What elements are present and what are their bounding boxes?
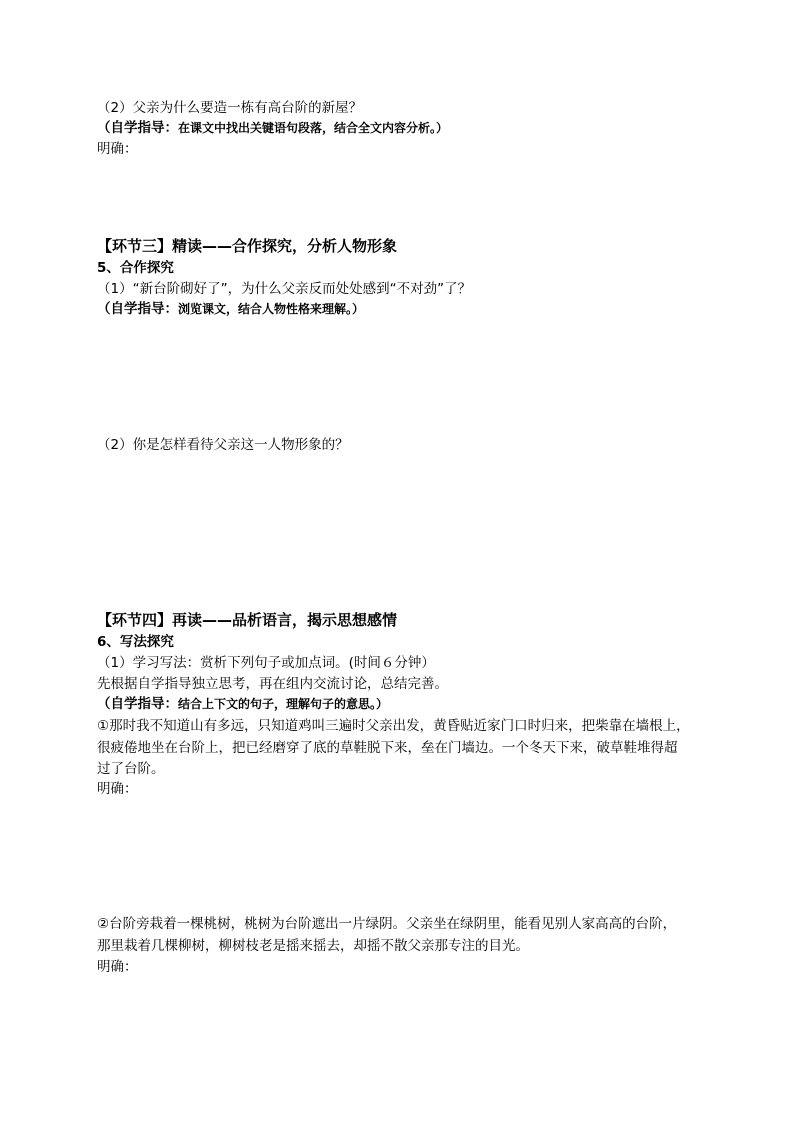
section-4-heading: 【环节四】再读——品析语言，揭示思想感情 (97, 611, 398, 629)
question-2: （2）父亲为什么要造一栋有高台阶的新屋？ (97, 100, 363, 116)
section-4-instruction: 先根据自学指导独立思考，再在组内交流讨论，总结完善。 (97, 676, 448, 692)
self-study-guide (97, 118, 448, 138)
passage-1-line: 过了台阶。 (97, 761, 165, 777)
guide-text: 浏览课文，结合人物性格来理解。） (178, 302, 365, 316)
guide-text: 结合上下文的句子，理解句子的意思。） (178, 697, 389, 711)
guide-label: （自学指导： (97, 696, 178, 712)
section-3-question-2: （2）你是怎样看待父亲这一人物形象的？ (97, 437, 349, 453)
section-4-subheading: 6、写法探究 (97, 634, 174, 650)
section-4-task: （1）学习写法：赏析下列句子或加点词。(时间６分钟） (97, 655, 435, 671)
guide-label: （自学指导： (97, 301, 178, 317)
self-study-guide (97, 694, 388, 714)
answer-label: 明确： (97, 141, 138, 157)
guide-label: （自学指导： (97, 120, 178, 136)
answer-label: 明确： (97, 959, 138, 975)
section-3-subheading: 5、合作探究 (97, 260, 174, 276)
section-3-question-1: （1）“新台阶砌好了”，为什么父亲反而处处感到“不对劲”了？ (97, 281, 472, 297)
passage-2-line: ②台阶旁栽着一棵桃树，桃树为台阶遮出一片绿阴。父亲坐在绿阴里，能看见别人家高高的台阶， (97, 916, 677, 932)
section-3-heading: 【环节三】精读——合作探究，分析人物形象 (97, 237, 398, 255)
answer-label: 明确： (97, 781, 138, 797)
passage-1-line: 很疲倦地坐在台阶上，把已经磨穿了底的草鞋脱下来，垒在门墙边。一个冬天下来，破草鞋堆得超 (97, 740, 678, 756)
passage-2-line: 那里栽着几棵柳树，柳树枝老是摇来摇去，却摇不散父亲那专注的目光。 (97, 938, 529, 954)
passage-1-line: ①那时我不知道山有多远，只知道鸡叫三遍时父亲出发，黄昏贴近家门口时归来，把柴靠在墙根上， (97, 718, 690, 734)
self-study-guide (97, 299, 364, 319)
guide-text: 在课文中找出关键语句段落，结合全文内容分析。） (178, 121, 449, 135)
